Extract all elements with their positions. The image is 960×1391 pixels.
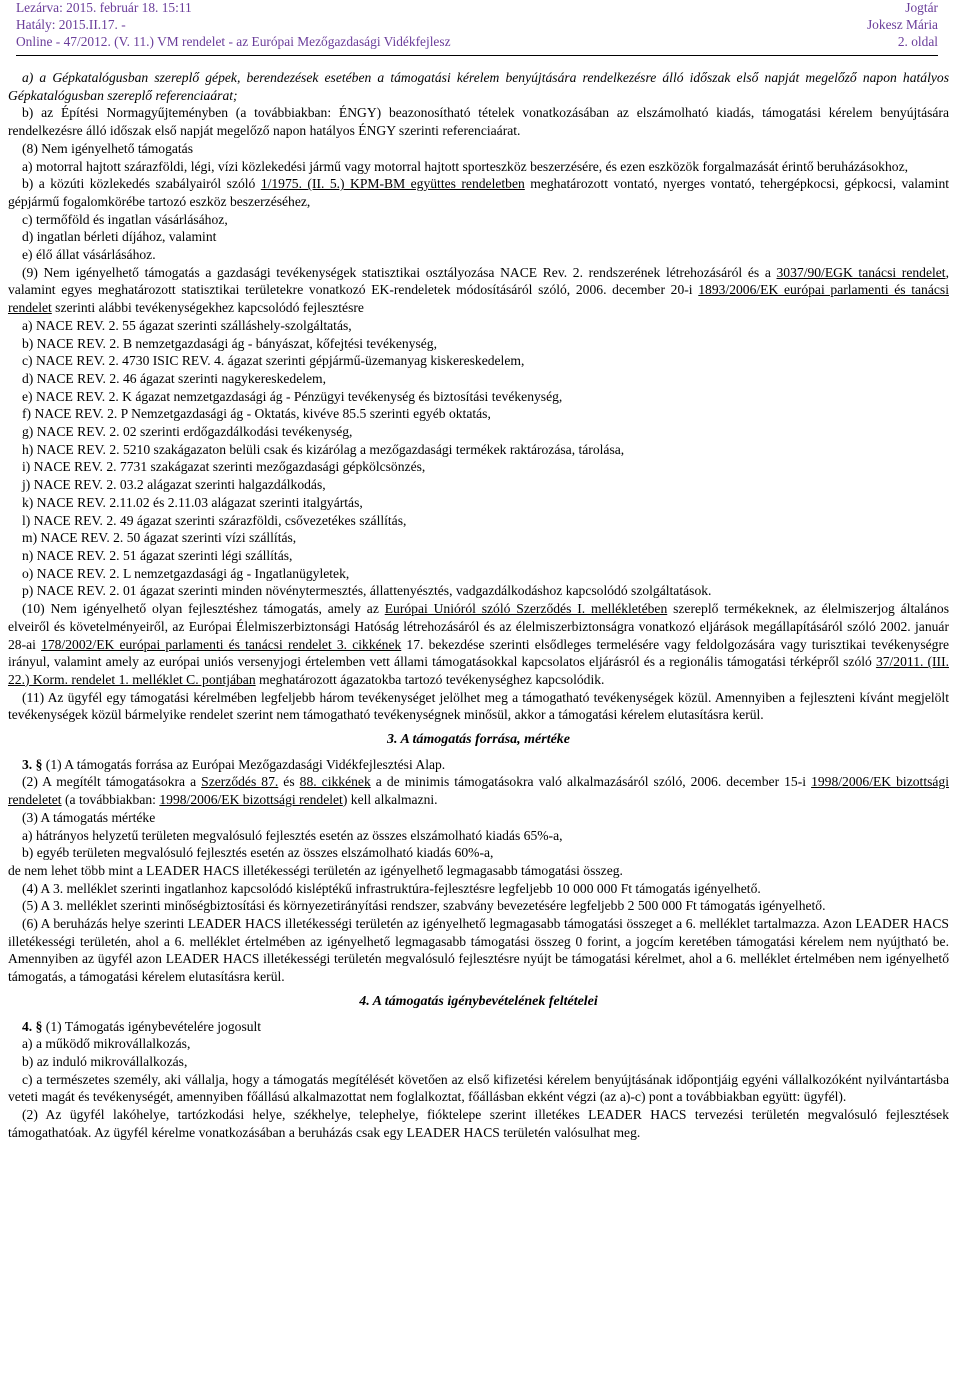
paragraph: (6) A beruházás helye szerinti LEADER HACS illetékességi területén az igényelhető legmagasabb támogatási összeget a 6. melléklet tartalmazza. Azon LEADER HACS illetékességi területén, ahol a 6. melléklet értelmében az igényelhető legmagasabb támogatási összeg 0 forint, a jogcím keretében támogatási kérelem nem nyújtható be. Amennyiben az ügyfél azon LEADER HACS illetékességi területén megvalósuló fejlesztésre nyújt be támogatási kérelmet, ahol a 6. melléklet értelmében nem igényelhető támogatás, a támogatási kérelem elutasításra kerül. [8, 916, 949, 985]
closed-date: Lezárva: 2015. február 18. 15:11 [16, 0, 192, 15]
paragraph-text: (1) Támogatás igénybevételére jogosult [42, 1018, 262, 1034]
paragraph [8, 600, 949, 689]
law-reference-link[interactable]: Európai Unióról szóló Szerződés I. mellékletében [384, 601, 668, 617]
paragraph: d) ingatlan bérleti díjához, valamint [22, 229, 217, 245]
header-left [16, 0, 451, 50]
law-reference-link[interactable]: 1998/2006/EK bizottsági rendelet [159, 792, 343, 808]
header-right [867, 0, 938, 50]
paragraph-text: a) a Gépkatalógusban szereplő gépek, berendezések esetében a támogatási kérelem benyújtására rendelkezésre álló időszak első napját megelőző napon hatályos Gépkatalógusban szereplő referenciaárat; [8, 70, 949, 103]
paragraph-text: (2) A megítélt támogatásokra a [22, 774, 202, 790]
list-item: l) NACE REV. 2. 49 ágazat szerinti szárazföldi, csővezetékes szállítás, [22, 512, 407, 528]
list-item: p) NACE REV. 2. 01 ágazat szerinti minden növénytermesztés, állattenyésztés, vadgazdálkodáshoz kapcsolódó szolgáltatások. [22, 583, 712, 599]
paragraph-text: (a továbbiakban: [61, 792, 160, 808]
paragraph [8, 104, 949, 139]
section-number: 3. § [22, 756, 43, 772]
list-item: c) a természetes személy, aki vállalja, hogy a támogatás megítélését követően az első kifizetési kérelem benyújtásának időpontjáig egyéni vállalkozóként nyilvántartásba veteti magát és tevékenységét, amennyiben főállású alkalmazottat nem foglalkoztat, főállásban ekként végzi (az a)-c) pont a továbbiakban együtt: ügyfél). [8, 1071, 949, 1105]
user-name: Jokesz Mária [866, 17, 938, 32]
section-heading: 3. A támogatás forrása, mértéke [386, 732, 571, 748]
list-item: j) NACE REV. 2. 03.2 alágazat szerinti halgazdálkodás, [22, 477, 326, 493]
list-item: o) NACE REV. 2. L nemzetgazdasági ág - Ingatlanügyletek, [22, 565, 350, 581]
paragraph: de nem lehet több mint a LEADER HACS illetékességi területén az igényelhető legmagasabb támogatási összeg. [8, 862, 623, 878]
paragraph [8, 756, 949, 774]
paragraph-text: ) kell alkalmazni. [342, 792, 438, 808]
paragraph: (11) Az ügyfél egy támogatási kérelmében legfeljebb három tevékenységet jelölhet meg a támogatható tevékenységek közül. Amennyiben a fejleszteni kívánt megjelölt tevékenységek közül bármelyike rendelet szerint nem támogatható tevékenységnek minősül, akkor a támogatási kérelem elutasításra kerül. [8, 689, 949, 723]
paragraph-text: , valamint egyes meghatározott statisztikai területekre vonatkozó EK-rendeletek módosításáról szóló, 2006. december 20-i [8, 264, 949, 298]
paragraph [8, 175, 949, 210]
list-item: b) NACE REV. 2. B nemzetgazdasági ág - bányászat, kőfejtési tevékenység, [22, 335, 437, 351]
list-item: m) NACE REV. 2. 50 ágazat szerinti vízi szállítás, [22, 530, 297, 546]
paragraph: c) termőföld és ingatlan vásárlásához, [22, 211, 228, 227]
paragraph-text: (1) A támogatás forrása az Európai Mezőgazdasági Vidékfejlesztési Alap. [42, 756, 446, 772]
law-reference-link[interactable]: 1/1975. (II. 5.) KPM-BM együttes rendeletben [260, 176, 525, 192]
paragraph: e) élő állat vásárlásához. [22, 247, 156, 263]
paragraph-text: b) az Építési Normagyűjteményben (a továbbiakban: ÉNGY) beazonosítható tételek vonatkozásában az elszámolható kiadás, támogatási kérelem benyújtására rendelkezésre álló időszak első napját megelőző napon hatályos ÉNGY szerinti referenciaárat. [8, 105, 949, 139]
paragraph-text: és [278, 774, 300, 790]
paragraph [8, 1018, 949, 1036]
law-reference-link[interactable]: 3037/90/EGK tanácsi rendelet [776, 264, 946, 280]
law-reference-link[interactable]: 1998/2006/EK bizottsági rendeletet [8, 774, 949, 808]
paragraph-text: szerinti alábbi tevékenységekhez kapcsolódó fejlesztésre [51, 300, 364, 316]
list-item: a) a működő mikrovállalkozás, [22, 1036, 191, 1052]
page-header [8, 0, 949, 60]
paragraph: (2) Az ügyfél lakóhelye, tartózkodási helye, székhelye, telephelye, fióktelepe szerint illetékes LEADER HACS tervezési területén megvalósuló fejlesztések támogathatóak. Az ügyfél kérelme vonatkozásában a beruházás csak egy LEADER HACS területén valósulhat meg. [8, 1107, 949, 1140]
paragraph-text: 17. bekezdése szerinti elsődleges termelésére vagy feldolgozására vagy turisztikai tevékenységre irányul, valamint amely az európai uniós versenyjogi értelemben vett állami támogatásokkal kapcsolatos eljárásról és a regionális támogatási térképről szóló [8, 636, 950, 670]
list-item: k) NACE REV. 2.11.02 és 2.11.03 alágazat szerinti italgyártás, [22, 494, 363, 510]
document-body [8, 69, 949, 1141]
header-divider [16, 55, 938, 56]
law-reference-link[interactable]: Szerződés 87. [201, 774, 279, 790]
law-reference-link[interactable]: 37/2011. (III. 22.) Korm. rendelet 1. melléklet C. pontjában [8, 654, 949, 687]
paragraph-text: meghatározott vontató, nyerges vontató, tehergépkocsi, gépkocsi, valamint gépjármű fogalomkörébe tartozó eszköz beszerzéséhez, [8, 176, 950, 209]
law-reference-link[interactable]: 178/2002/EK európai parlamenti és tanácsi rendelet 3. cikkének [41, 636, 402, 652]
list-item: b) az induló mikrovállalkozás, [22, 1053, 188, 1069]
effective-date: Hatály: 2015.II.17. - [16, 17, 126, 32]
document-title: Online - 47/2012. (V. 11.) VM rendelet - az Európai Mezőgazdasági Vidékfejlesz [16, 34, 451, 49]
paragraph [8, 773, 949, 808]
law-reference-link[interactable]: 1893/2006/EK európai parlamenti és tanácsi rendelet [8, 282, 949, 316]
list-item: h) NACE REV. 2. 5210 szakágazaton belüli csak és kizárólag a mezőgazdasági termékek raktározása, tárolása, [22, 441, 625, 457]
paragraph [8, 69, 949, 104]
list-item: a) NACE REV. 2. 55 ágazat szerinti szálláshely-szolgáltatás, [22, 317, 352, 333]
list-item: b) egyéb területen megvalósuló fejlesztés esetén az összes elszámolható kiadás 60%-a, [22, 845, 494, 861]
paragraph-text: meghatározott ágazatokba tartozó tevékenységhez kapcsolódik. [255, 671, 605, 687]
list-item: f) NACE REV. 2. P Nemzetgazdasági ág - Oktatás, kivéve 85.5 szerinti egyéb oktatás, [22, 406, 491, 422]
list-item: d) NACE REV. 2. 46 ágazat szerinti nagykereskedelem, [22, 370, 327, 386]
law-reference-link[interactable]: 88. cikkének [299, 774, 371, 790]
publisher-name: Jogtár [905, 0, 938, 15]
list-item: g) NACE REV. 2. 02 szerinti erdőgazdálkodási tevékenység, [22, 424, 353, 440]
paragraph-text: (10) Nem igényelhető olyan fejlesztéshez támogatás, amely az [22, 601, 385, 617]
paragraph: (8) Nem igényelhető támogatás [22, 140, 193, 156]
list-item: i) NACE REV. 2. 7731 szakágazat szerinti mezőgazdasági gépkölcsönzés, [22, 459, 426, 475]
section-number: 4. § [22, 1018, 43, 1034]
paragraph: (3) A támogatás mértéke [22, 809, 156, 825]
paragraph [8, 264, 949, 317]
page-number: 2. oldal [897, 34, 938, 49]
list-item: c) NACE REV. 2. 4730 ISIC REV. 4. ágazat szerinti gépjármű-üzemanyag kiskereskedelem, [22, 353, 525, 369]
paragraph-text: szereplő termékeknek, az élelmiszerjog általános elveiről és követelményeiről, az Európai Élelmiszerbiztonsági Hatóság létrehozásáról és az élelmiszerbiztonságra vonatkozó eljárások megállapításáról szóló 2002. január 28-ai [8, 601, 949, 652]
paragraph: (4) A 3. melléklet szerinti ingatlanhoz kapcsolódó kisléptékű infrastruktúra-fejlesztésre legfeljebb 10 000 000 Ft támogatás igényelhető. [22, 880, 761, 896]
list-item: n) NACE REV. 2. 51 ágazat szerinti légi szállítás, [22, 547, 293, 563]
section-heading: 4. A támogatás igénybevételének feltételei [359, 993, 598, 1009]
paragraph: (5) A 3. melléklet szerinti minőségbiztosítási és környezetirányítási rendszer, szabvány bevezetésére legfeljebb 2 500 000 Ft támogatás igényelhető. [22, 898, 826, 914]
paragraph: a) motorral hajtott szárazföldi, légi, vízi közlekedési jármű vagy motorral hajtott sporteszköz beszerzésére, és ezen eszközök forgalmazását érintő beruházásokhoz, [22, 158, 908, 174]
paragraph-text: b) a közúti közlekedés szabályairól szóló [22, 176, 261, 192]
list-item: e) NACE REV. 2. K ágazat nemzetgazdasági ág - Pénzügyi tevékenység és biztosítási tevékenység, [22, 388, 563, 404]
list-item: a) hátrányos helyzetű területen megvalósuló fejlesztés esetén az összes elszámolható kiadás 65%-a, [22, 827, 563, 843]
paragraph-text: (9) Nem igényelhető támogatás a gazdasági tevékenységek statisztikai osztályozása NACE Rev. 2. rendszerének létrehozásáról és a [22, 264, 777, 280]
paragraph-text: a de minimis támogatásokra való alkalmazásáról szóló, 2006. december 15-i [370, 774, 812, 790]
